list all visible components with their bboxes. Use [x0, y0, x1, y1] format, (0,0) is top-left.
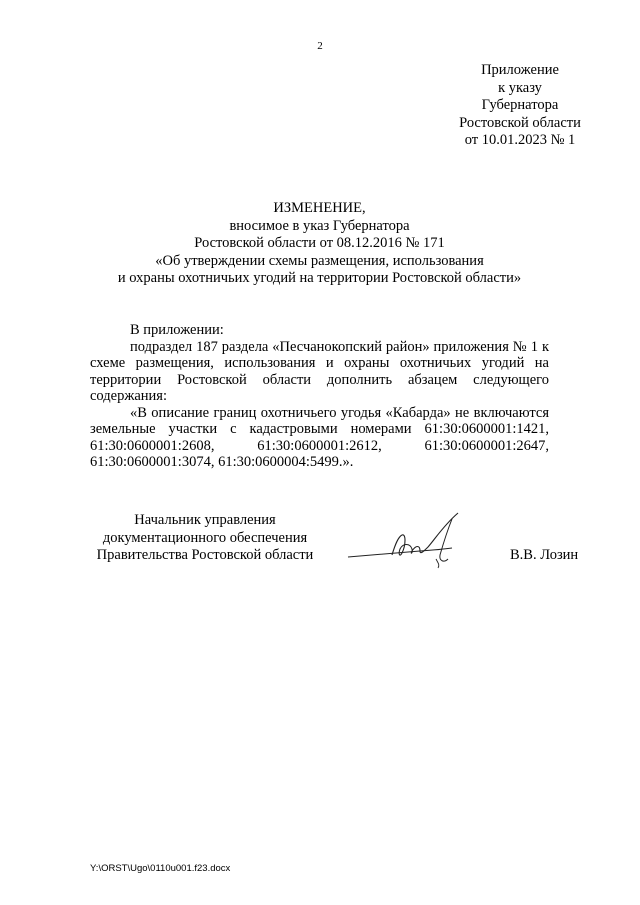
signatory-name: В.В. Лозин [510, 547, 579, 563]
appendix-line: Губернатора [481, 97, 559, 114]
title-line: и охраны охотничьих угодий на территории Ростовской области» [117, 270, 522, 287]
position-line: Правительства Ростовской области [96, 547, 314, 564]
appendix-header [440, 62, 600, 150]
appendix-line: Приложение [481, 62, 559, 78]
position-line: Начальник управления [134, 512, 276, 528]
body-paragraph: В приложении: [130, 322, 224, 338]
appendix-line: к указу [498, 79, 542, 96]
body-paragraph: подраздел 187 раздела «Песчанокопский район» приложения № 1 к схеме размещения, использования и охраны охотничьих угодий на территории Ростовской области дополнить абзацем следующего содержания: [90, 338, 549, 404]
title-line: «Об утверждении схемы размещения, использования [155, 252, 484, 269]
signatory-position [90, 512, 320, 565]
title-line: вносимое в указ Губернатора [229, 217, 410, 234]
document-body [90, 322, 549, 471]
document-title [90, 200, 549, 288]
page-number: 2 [317, 40, 323, 52]
handwritten-signature [340, 505, 480, 575]
appendix-line: Ростовской области [459, 114, 581, 131]
position-line: документационного обеспечения [102, 529, 308, 546]
title-line: Ростовской области от 08.12.2016 № 171 [194, 235, 445, 252]
file-path-footer: Y:\ORST\Ugo\0110u001.f23.docx [90, 863, 231, 874]
appendix-line: от 10.01.2023 № 1 [464, 132, 576, 149]
body-paragraph: «В описание границ охотничьего угодья «Кабарда» не включаются земельные участки с кадастровыми номерами 61:30:0600001:1421, 61:30:0600001:2608, 61:30:0600001:2612, 61:30:0600001:2647, 61:30:0600001:3074, 61:30:0600004:5499.». [90, 404, 549, 470]
title-line: ИЗМЕНЕНИЕ, [273, 200, 366, 216]
